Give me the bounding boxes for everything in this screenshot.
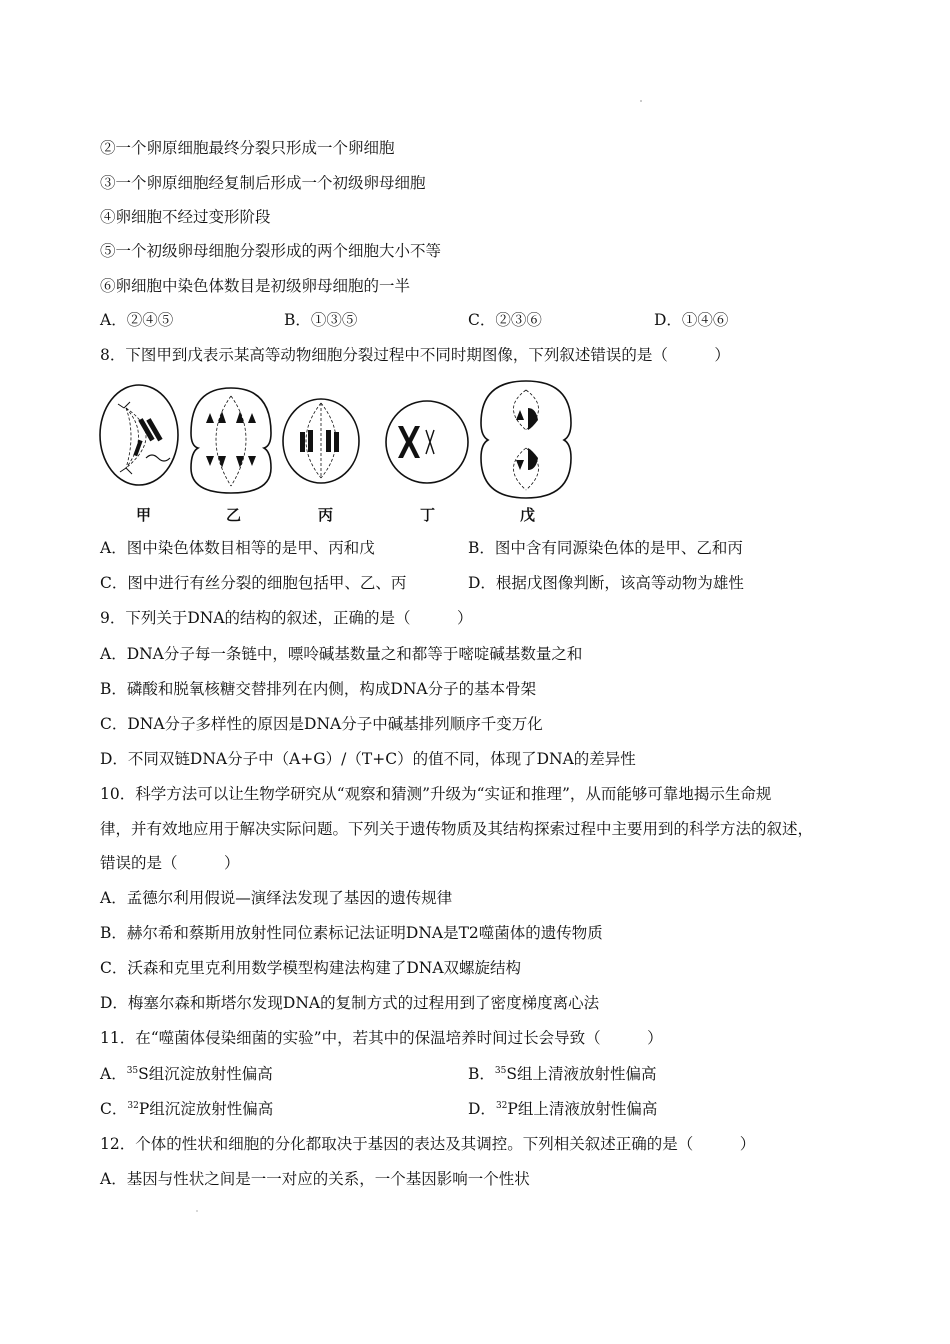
cell-ding-diagram: [386, 401, 468, 483]
cell-bing-diagram: [283, 399, 359, 483]
q11-option-a-prefix: A．: [100, 1065, 127, 1083]
q11-option-d-text: P组上清液放射性偏高: [507, 1100, 658, 1118]
q7-option-d[interactable]: D．①④⑥: [654, 311, 729, 329]
q11-option-b[interactable]: [468, 1064, 656, 1084]
q11-option-b-prefix: B．: [468, 1065, 495, 1083]
q10-option-c[interactable]: C．沃森和克里克利用数学模型构建法构建了DNA双螺旋结构: [100, 959, 522, 977]
q9-option-c[interactable]: C．DNA分子多样性的原因是DNA分子中碱基排列顺序千变万化: [100, 715, 543, 733]
q10-stem-line-1: 10．科学方法可以让生物学研究从“观察和猜测”升级为“实证和推理”，从而能够可靠地揭示生命规: [100, 785, 772, 803]
q7-option-b[interactable]: B．①③⑤: [284, 311, 358, 329]
q11-option-d-isotope: 32: [495, 1101, 508, 1111]
q9-option-b[interactable]: B．磷酸和脱氧核糖交替排列在内侧，构成DNA分子的基本骨架: [100, 680, 537, 698]
figure-label-yi: 乙: [226, 506, 242, 524]
figure-label-jia: 甲: [136, 506, 152, 524]
q9-option-a[interactable]: A．DNA分子每一条链中，嘌呤碱基数量之和都等于嘧啶碱基数量之和: [100, 645, 583, 663]
q8-option-b[interactable]: B．图中含有同源染色体的是甲、乙和丙: [468, 539, 743, 557]
q8-option-d[interactable]: D．根据戊图像判断，该高等动物为雄性: [468, 574, 744, 592]
q11-option-c-text: P组沉淀放射性偏高: [138, 1100, 274, 1118]
scan-speck: [640, 100, 642, 102]
q9-stem: 9．下列关于DNA的结构的叙述，正确的是（ ）: [100, 609, 473, 627]
scan-speck-bottom: [196, 1210, 198, 1212]
q10-option-b[interactable]: B．赫尔希和蔡斯用放射性同位素标记法证明DNA是T2噬菌体的遗传物质: [100, 924, 603, 942]
q7-item-3: ③一个卵原细胞经复制后形成一个初级卵母细胞: [100, 174, 426, 192]
q8-option-a[interactable]: A．图中染色体数目相等的是甲、丙和戊: [100, 539, 375, 557]
q11-option-c[interactable]: [100, 1099, 273, 1119]
cell-jia-diagram: [100, 385, 178, 485]
q8-stem: 8．下图甲到戊表示某高等动物细胞分裂过程中不同时期图像，下列叙述错误的是（ ）: [100, 346, 730, 364]
q7-item-5: ⑤一个初级卵母细胞分裂形成的两个细胞大小不等: [100, 242, 442, 260]
q8-option-c[interactable]: C．图中进行有丝分裂的细胞包括甲、乙、丙: [100, 574, 407, 592]
q9-option-d[interactable]: D．不同双链DNA分子中（A+G）/（T+C）的值不同，体现了DNA的差异性: [100, 750, 636, 768]
q11-option-b-isotope: 35: [494, 1066, 507, 1076]
q10-option-d[interactable]: D．梅塞尔森和斯塔尔发现DNA的复制方式的过程用到了密度梯度离心法: [100, 994, 600, 1012]
q7-option-c[interactable]: C．②③⑥: [468, 311, 542, 329]
q11-option-c-prefix: C．: [100, 1100, 128, 1118]
figure-label-wu: 戊: [520, 506, 536, 524]
q7-item-2: ②一个卵原细胞最终分裂只形成一个卵细胞: [100, 139, 395, 157]
q11-stem: 11．在“噬菌体侵染细菌的实验”中，若其中的保温培养时间过长会导致（ ）: [100, 1029, 663, 1047]
q7-option-a[interactable]: A．②④⑤: [100, 311, 174, 329]
q7-item-6: ⑥卵细胞中染色体数目是初级卵母细胞的一半: [100, 277, 411, 295]
cell-wu-diagram: [481, 381, 571, 498]
q11-option-a-isotope: 35: [126, 1066, 139, 1076]
cell-division-figure: [96, 378, 576, 528]
q10-option-a[interactable]: A．孟德尔利用假说—演绎法发现了基因的遗传规律: [100, 889, 453, 907]
q10-stem-line-3: 错误的是（ ）: [100, 854, 240, 872]
figure-label-bing: 丙: [318, 506, 334, 524]
q7-item-4: ④卵细胞不经过变形阶段: [100, 208, 271, 226]
q12-stem: 12．个体的性状和细胞的分化都取决于基因的表达及其调控。下列相关叙述正确的是（ ）: [100, 1135, 756, 1153]
figure-label-ding: 丁: [420, 506, 436, 524]
q11-option-c-isotope: 32: [127, 1101, 139, 1111]
cell-yi-diagram: [191, 388, 271, 493]
q11-option-a-text: S组沉淀放射性偏高: [138, 1065, 273, 1083]
q12-option-a[interactable]: A．基因与性状之间是一一对应的关系，一个基因影响一个性状: [100, 1170, 530, 1188]
q11-option-d-prefix: D．: [468, 1100, 496, 1118]
q11-option-a[interactable]: [100, 1064, 273, 1084]
q11-option-d[interactable]: [468, 1099, 657, 1119]
q10-stem-line-2: 律，并有效地应用于解决实际问题。下列关于遗传物质及其结构探索过程中主要用到的科学方法的叙述，: [100, 820, 814, 838]
q11-option-b-text: S组上清液放射性偏高: [506, 1065, 657, 1083]
